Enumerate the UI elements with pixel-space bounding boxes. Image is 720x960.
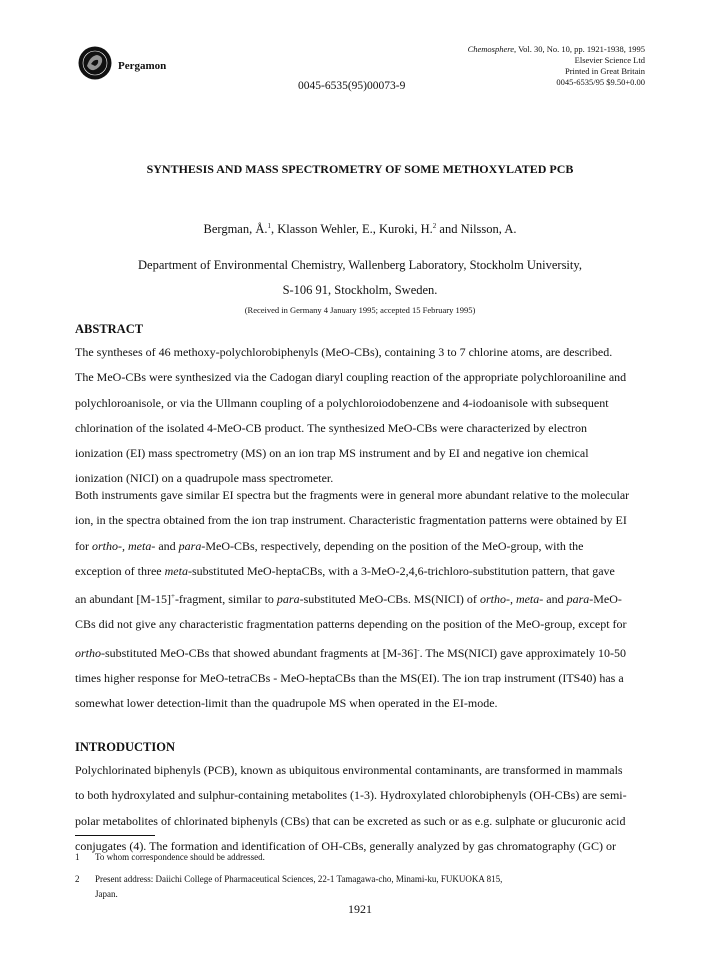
affiliation: [0, 253, 720, 303]
introduction-heading: INTRODUCTION: [75, 740, 176, 754]
text-line: exception of three meta-substituted MeO-heptaCBs, with a 3-MeO-2,4,6-trichloro-substitution pattern, that gave: [75, 563, 615, 578]
journal-ref: , Vol. 30, No. 10, pp. 1921-1938, 1995: [514, 44, 645, 54]
text-line: for ortho-, meta- and para-MeO-CBs, respectively, depending on the position of the MeO-group, with the: [75, 538, 584, 553]
publisher-logo: [78, 46, 112, 80]
text-line: polar metabolites of chlorinated biphenyls (CBs) that can be excreted as such or as e.g. sulphate or glucuronic acid: [75, 813, 626, 828]
journal-publisher-line: Elsevier Science Ltd: [574, 55, 645, 65]
paper-title: SYNTHESIS AND MASS SPECTROMETRY OF SOME METHOXYLATED PCB: [146, 162, 574, 176]
affiliation-line: S-106 91, Stockholm, Sweden.: [282, 283, 438, 297]
publisher-name: Pergamon: [118, 60, 167, 72]
abstract-heading: ABSTRACT: [75, 322, 144, 336]
text-line: The syntheses of 46 methoxy-polychlorobiphenyls (MeO-CBs), containing 3 to 7 chlorine atoms, are described.: [75, 345, 613, 359]
text-line: chlorination of the isolated 4-MeO-CB product. The synthesized MeO-CBs were characterized by electron: [75, 420, 587, 435]
abstract-paragraph-2: [75, 483, 653, 717]
introduction-paragraph: [75, 758, 653, 859]
author-list: Bergman, Å.$^1$, Klasson Wehler, E., Kuroki, H.$^2$ and Nilsson, A.: [203, 222, 517, 237]
text-line: Both instruments gave similar EI spectra but the fragments were in general more abundant relative to the molecular: [75, 488, 630, 502]
text-line: polychloroanisole, or via the Ullmann coupling of a polychloroiodobenzene and 4-iodoanisole with subsequent: [75, 395, 609, 410]
text-line: an abundant [M-15]+-fragment, similar to para-substituted MeO-CBs. MS(NICI) of ortho-, meta- and para-MeO-: [75, 592, 622, 607]
journal-name: Chemosphere: [467, 44, 515, 54]
received-dates: (Received in Germany 4 January 1995; accepted 15 February 1995): [244, 305, 476, 315]
journal-price-line: 0045-6535/95 $9.50+0.00: [556, 77, 645, 87]
text-line: ion, in the spectra obtained from the ion trap instrument. Characteristic fragmentation patterns were obtained by EI: [75, 513, 627, 528]
journal-printed-line: Printed in Great Britain: [564, 66, 645, 76]
footnote-2: 2 Present address: Daiichi College of Pharmaceutical Sciences, 22-1 Tamagawa-cho, Minami-ku, FUKUOKA 815, Japan.: [75, 874, 503, 899]
text-line: CBs did not give any characteristic fragmentation patterns depending on the position of the MeO-group, except for: [75, 617, 627, 632]
journal-info: [468, 44, 645, 88]
footnote-divider: [75, 835, 155, 836]
abstract-paragraph-1: [75, 340, 653, 492]
text-line: ionization (NICI) on a quadrupole mass spectrometer.: [75, 471, 334, 486]
footnote-1: 1 To whom correspondence should be addressed.: [75, 852, 265, 862]
affiliation-line: Department of Environmental Chemistry, Wallenberg Laboratory, Stockholm University,: [138, 258, 582, 272]
text-line: Polychlorinated biphenyls (PCB), known as ubiquitous environmental contaminants, are transformed in mammals: [75, 763, 623, 777]
page-number: 1921: [348, 902, 372, 916]
text-line: to both hydroxylated and sulphur-containing metabolites (1-3). Hydroxylated chlorobiphenyls (OH-CBs) are semi-: [75, 788, 627, 803]
text-line: The MeO-CBs were synthesized via the Cadogan diaryl coupling reaction of the appropriate polychloroaniline and: [75, 370, 627, 385]
text-line: somewhat lower detection-limit than the quadrupole MS when operated in the EI-mode.: [75, 696, 498, 711]
text-line: ortho-substituted MeO-CBs that showed abundant fragments at [M-36]-. The MS(NICI) gave approximately 10-50: [75, 645, 627, 660]
text-line: times higher response for MeO-tetraCBs - MeO-heptaCBs than the MS(EI). The ion trap instrument (ITS40) has a: [75, 671, 624, 686]
article-code: 0045-6535(95)00073-9: [298, 80, 406, 92]
text-line: conjugates (4). The formation and identification of OH-CBs, generally analyzed by gas chromatography (GC) or: [75, 838, 616, 853]
text-line: ionization (EI) mass spectrometry (MS) on an ion trap MS instrument and by EI and negative ion chemical: [75, 446, 589, 461]
